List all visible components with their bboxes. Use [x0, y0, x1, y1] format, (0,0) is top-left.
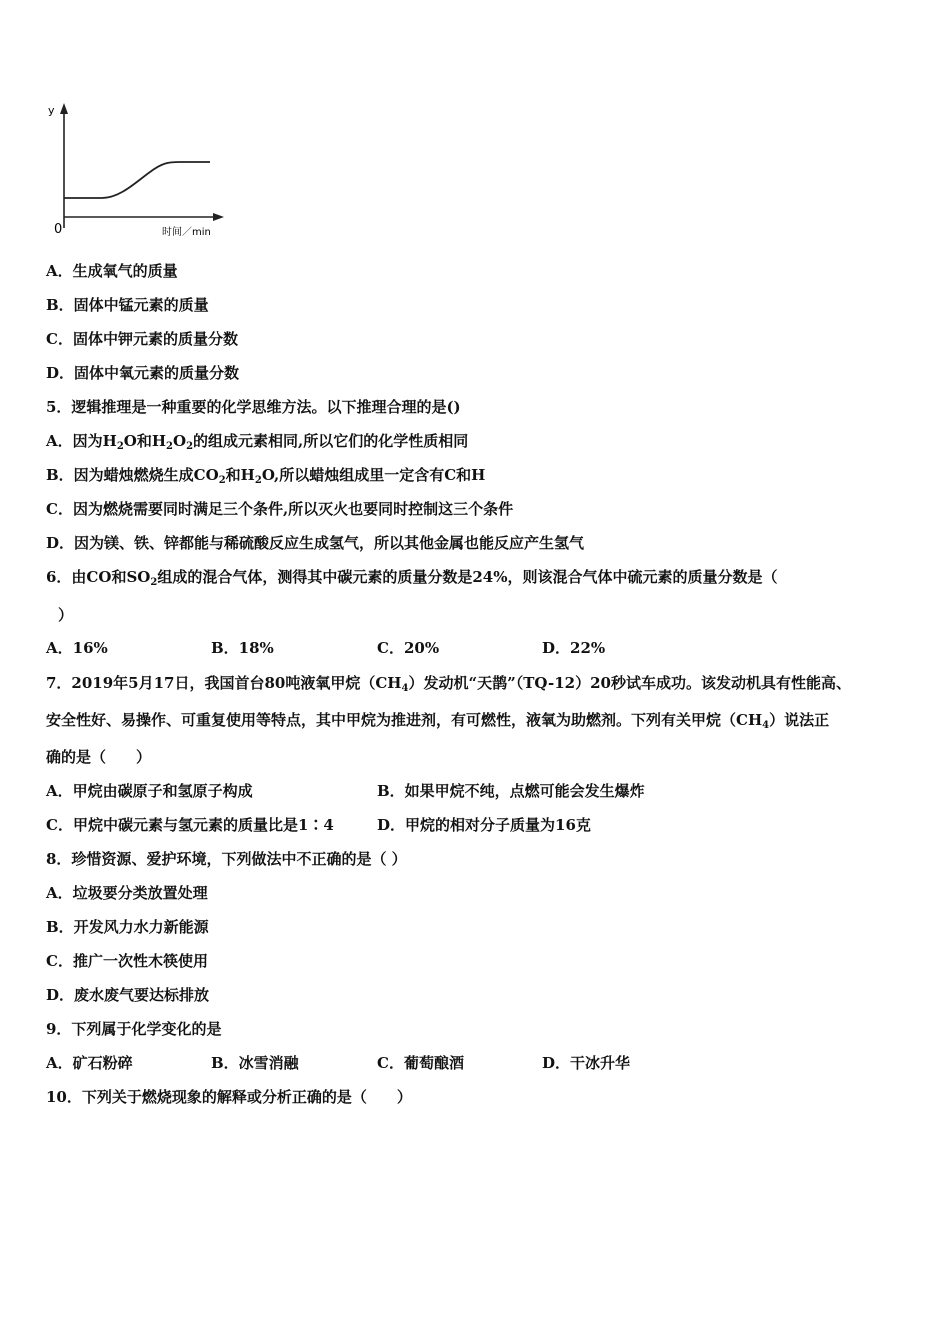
q10-stem: 10．下列关于燃烧现象的解释或分析正确的是（ ）: [46, 1088, 412, 1106]
x-label: 时间／min: [162, 227, 211, 238]
q9-option-a: A．矿石粉碎: [46, 1054, 133, 1072]
q8-option-d: D．废水废气要达标排放: [46, 986, 210, 1004]
q7-option-a: A．甲烷由碳原子和氢原子构成: [46, 782, 253, 800]
q8-option-b: B．开发风力水力新能源: [46, 918, 209, 936]
q6-option-a: A．16%: [46, 639, 108, 657]
q4-option-c: C．固体中钾元素的质量分数: [46, 330, 238, 348]
curve: [64, 162, 210, 198]
q4-option-a: A．生成氧气的质量: [46, 262, 178, 280]
q5-option-b: B．因为蜡烛燃烧生成$CO_2$和$H_2O$,所以蜡烛组成里一定含有C和H: [46, 466, 486, 486]
q7-line-3: 确的是（ ）: [46, 748, 152, 766]
q7-option-c: C．甲烷中碳元素与氢元素的质量比是1∶4: [46, 816, 334, 834]
y-axis-arrow: [60, 103, 68, 114]
q9-stem: 9．下列属于化学变化的是: [46, 1020, 222, 1038]
q8-option-a: A．垃圾要分类放置处理: [46, 884, 208, 902]
line-graph: [40, 100, 240, 245]
q9-option-c: C．葡萄酿酒: [377, 1054, 464, 1072]
q5-stem: 5．逻辑推理是一种重要的化学思维方法。以下推理合理的是(): [46, 398, 461, 416]
q6-stem: 6．由CO和$SO_2$组成的混合气体，测得其中碳元素的质量分数是24%，则该混合气体中硫元素的质量分数是（: [46, 568, 778, 588]
q7-option-d: D．甲烷的相对分子质量为16克: [377, 816, 591, 834]
x-axis-arrow: [213, 213, 224, 221]
q6-stem-cont: ）: [58, 606, 74, 624]
q6-option-c: C．20%: [377, 639, 440, 657]
q4-option-b: B．固体中锰元素的质量: [46, 296, 209, 314]
q5-option-a: A．因为$H_2O$和$H_2O_2$的组成元素相同,所以它们的化学性质相同: [46, 432, 469, 452]
q8-stem: 8．珍惜资源、爱护环境，下列做法中不正确的是（ ）: [46, 850, 407, 868]
q9-option-d: D．干冰升华: [542, 1054, 631, 1072]
q8-option-c: C．推广一次性木筷使用: [46, 952, 208, 970]
q7-line-2: 安全性好、易操作、可重复使用等特点，其中甲烷为推进剂，有可燃性，液氧为助燃剂。下列有关甲烷$(CH_4)$说法正: [46, 711, 830, 731]
q5-option-d: D．因为镁、铁、锌都能与稀硫酸反应生成氢气，所以其他金属也能反应产生氢气: [46, 534, 585, 552]
q6-option-b: B．18%: [211, 639, 274, 657]
y-label: y: [48, 104, 55, 117]
origin-label: 0: [54, 222, 63, 237]
q7-line-1: 7．2019年5月17日，我国首台80吨液氧甲烷$(CH_4)$发动机“天鹊”（TQ-12）20秒试车成功。该发动机具有性能高、: [46, 674, 851, 694]
q7-option-b: B．如果甲烷不纯，点燃可能会发生爆炸: [377, 782, 645, 800]
q9-option-b: B．冰雪消融: [211, 1054, 299, 1072]
q4-option-d: D．固体中氧元素的质量分数: [46, 364, 240, 382]
q5-option-c: C．因为燃烧需要同时满足三个条件,所以灭火也要同时控制这三个条件: [46, 500, 514, 518]
q6-option-d: D．22%: [542, 639, 606, 657]
